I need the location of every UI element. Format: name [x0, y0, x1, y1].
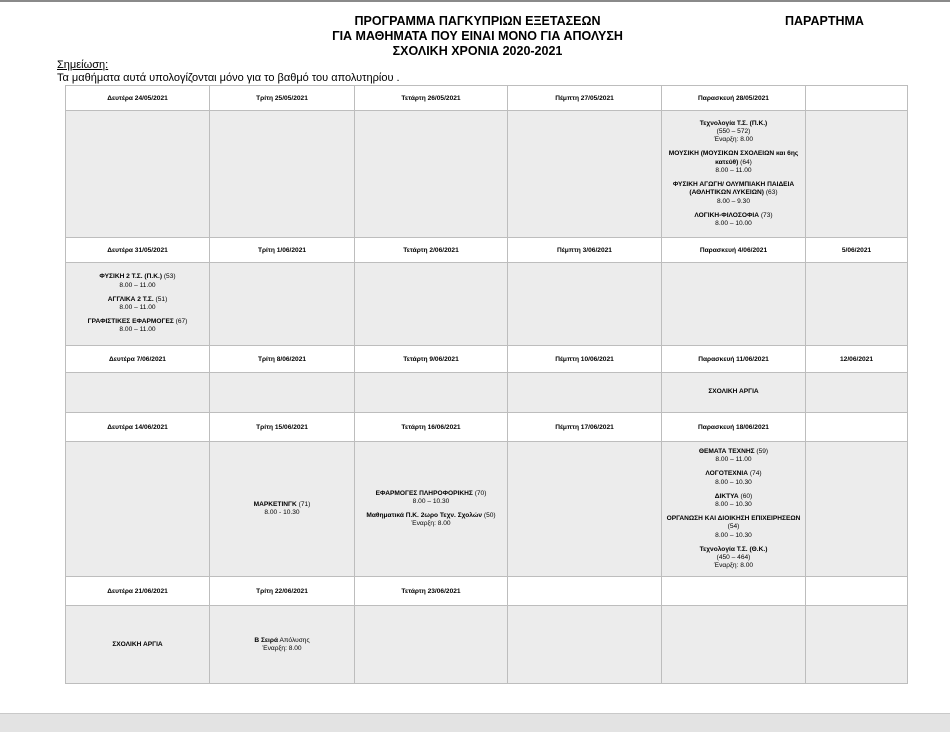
- viewer-bottom-bar: [0, 713, 950, 732]
- day-header: Δευτέρα 7/06/2021: [66, 346, 210, 373]
- day-header: Τετάρτη 16/06/2021: [355, 413, 508, 442]
- day-header: Παρασκευή 18/06/2021: [662, 413, 806, 442]
- day-header: Παρασκευή 28/05/2021: [662, 86, 806, 111]
- exam-code: (74): [749, 470, 762, 478]
- exam-name: Τεχνολογία Τ.Σ. (Θ.Κ.): [699, 545, 768, 553]
- day-exam-cell: [355, 606, 508, 684]
- week-exams-row: [66, 606, 908, 684]
- day-header: Δευτέρα 24/05/2021: [66, 86, 210, 111]
- exam-entry: [355, 512, 507, 528]
- exam-name: Τεχνολογία Τ.Σ. (Π.Κ.): [699, 119, 768, 127]
- day-exam-cell: [508, 263, 662, 346]
- exam-code: (71): [298, 501, 311, 509]
- week-exams-row: [66, 373, 908, 413]
- exam-time: 8.00 – 10.30: [412, 498, 450, 506]
- exam-entry: [210, 637, 354, 653]
- day-exam-cell: [662, 111, 806, 238]
- exam-start-time: Έναρξη: 8.00: [411, 520, 451, 528]
- exam-time: 8.00 – 10.30: [715, 531, 752, 539]
- day-exam-cell: [508, 111, 662, 238]
- exam-time: 8.00 – 10.30: [715, 478, 752, 486]
- day-exam-cell: [508, 606, 662, 684]
- day-header: Δευτέρα 21/06/2021: [66, 577, 210, 606]
- exam-name: ΟΡΓΑΝΩΣΗ ΚΑΙ ΔΙΟΙΚΗΣΗ ΕΠΙΧΕΙΡΗΣΕΩΝ: [666, 515, 801, 523]
- day-exam-cell: [355, 263, 508, 346]
- exam-entry: [662, 120, 805, 145]
- day-header: [806, 413, 908, 442]
- day-exam-cell: [806, 606, 908, 684]
- day-header: [806, 577, 908, 606]
- exam-name: Μαθηματικά Π.Κ. 2ωρο Τεχν. Σχολών: [366, 512, 483, 520]
- exam-entry: [662, 493, 805, 509]
- note-text: Τα μαθήματα αυτά υπολογίζονται μόνο για το βαθμό του απολυτηρίου .: [57, 72, 400, 84]
- day-header: 5/06/2021: [806, 238, 908, 263]
- day-header: Πέμπτη 3/06/2021: [508, 238, 662, 263]
- exam-code: (64): [740, 158, 752, 166]
- day-header: Πέμπτη 10/06/2021: [508, 346, 662, 373]
- exam-entry: [662, 515, 805, 540]
- day-exam-cell: [210, 606, 355, 684]
- day-exam-cell: [662, 263, 806, 346]
- exam-start-time: Έναρξη: 8.00: [713, 562, 754, 570]
- title-line-3: ΣΧΟΛΙΚΗ ΧΡΟΝΙΑ 2020-2021: [392, 44, 563, 58]
- exam-name: ΑΓΓΛΙΚΑ 2 Τ.Σ.: [107, 295, 154, 303]
- day-header: Παρασκευή 11/06/2021: [662, 346, 806, 373]
- day-exam-cell: [66, 263, 210, 346]
- exam-name: ΓΡΑΦΙΣΤΙΚΕΣ ΕΦΑΡΜΟΓΕΣ: [87, 318, 174, 326]
- exam-code: (59): [756, 448, 769, 455]
- exam-entry: [66, 273, 209, 289]
- day-header: Τετάρτη 2/06/2021: [355, 238, 508, 263]
- exam-time: (450 – 464): [716, 554, 751, 562]
- exam-entry: [66, 318, 209, 334]
- day-exam-cell: [508, 442, 662, 577]
- day-exam-cell: [662, 606, 806, 684]
- day-header: Τρίτη 22/06/2021: [210, 577, 355, 606]
- day-exam-cell: [210, 373, 355, 413]
- day-exam-cell: [210, 442, 355, 577]
- day-header: [508, 577, 662, 606]
- exam-name: ΣΧΟΛΙΚΗ ΑΡΓΙΑ: [112, 640, 163, 648]
- title-line-2: ΓΙΑ ΜΑΘΗΜΑΤΑ ΠΟΥ ΕΙΝΑΙ ΜΟΝΟ ΓΙΑ ΑΠΟΛΥΣΗ: [332, 29, 623, 43]
- week-header-row: [66, 577, 908, 606]
- exam-time: 8.00 – 11.00: [119, 281, 156, 289]
- exam-time: 8.00 – 11.00: [715, 456, 752, 464]
- exam-time: 8.00 – 11.00: [715, 166, 752, 174]
- document-title: [280, 14, 675, 59]
- exam-name: ΣΧΟΛΙΚΗ ΑΡΓΙΑ: [708, 388, 759, 396]
- day-header: Δευτέρα 14/06/2021: [66, 413, 210, 442]
- exam-entry: [662, 546, 805, 571]
- day-exam-cell: [66, 373, 210, 413]
- week-exams-row: [66, 263, 908, 346]
- exam-start-time: Έναρξη: 8.00: [713, 136, 754, 144]
- day-exam-cell: [662, 373, 806, 413]
- exam-code: (60): [740, 492, 753, 500]
- exam-entry: [66, 296, 209, 312]
- day-exam-cell: [806, 373, 908, 413]
- day-header: Πέμπτη 27/05/2021: [508, 86, 662, 111]
- day-exam-cell: [806, 442, 908, 577]
- exam-time: 8.00 – 10.00: [715, 219, 752, 227]
- exam-time: 8.00 – 10.30: [715, 501, 752, 509]
- day-header: Τετάρτη 26/05/2021: [355, 86, 508, 111]
- exam-name: ΘΕΜΑΤΑ ΤΕΧΝΗΣ: [698, 448, 755, 455]
- day-exam-cell: [355, 373, 508, 413]
- exam-code: (67): [175, 318, 188, 326]
- exam-time: (550 – 572): [716, 128, 751, 136]
- note-label: Σημείωση:: [57, 59, 109, 71]
- exam-name: ΜΑΡΚΕΤΙΝΓΚ: [253, 501, 297, 509]
- day-header: 12/06/2021: [806, 346, 908, 373]
- day-exam-cell: [662, 442, 806, 577]
- day-header: Τρίτη 8/06/2021: [210, 346, 355, 373]
- exam-code: Απόλυσης: [279, 636, 310, 644]
- day-header: [806, 86, 908, 111]
- exam-name: ΛΟΓΟΤΕΧΝΙΑ: [705, 470, 749, 478]
- exam-name: ΦΥΣΙΚΗ ΑΓΩΓΗ/ ΟΛΥΜΠΙΑΚΗ ΠΑΙΔΕΙΑ (ΑΘΛΗΤΙΚΩΝ ΛΥΚΕΙΩΝ): [672, 181, 795, 197]
- day-exam-cell: [355, 111, 508, 238]
- annex-label: ΠΑΡΑΡΤΗΜΑ: [785, 14, 864, 28]
- exam-code: (63): [765, 189, 778, 197]
- day-header: Τετάρτη 9/06/2021: [355, 346, 508, 373]
- exam-code: (53): [163, 273, 176, 281]
- day-exam-cell: [66, 442, 210, 577]
- exam-entry: [662, 470, 805, 486]
- exam-code: (50): [483, 512, 496, 520]
- day-header: Τρίτη 15/06/2021: [210, 413, 355, 442]
- exam-name: ΕΦΑΡΜΟΓΕΣ ΠΛΗΡΟΦΟΡΙΚΗΣ: [375, 489, 473, 497]
- exam-name: Β Σειρά: [254, 636, 279, 644]
- exam-time: 8.00 - 10.30: [264, 509, 300, 517]
- day-exam-cell: [355, 442, 508, 577]
- week-exams-row: [66, 442, 908, 577]
- exam-entry: [210, 501, 354, 517]
- week-header-row: [66, 346, 908, 373]
- day-exam-cell: [66, 111, 210, 238]
- exam-schedule-table: [65, 85, 908, 684]
- exam-code: (51): [155, 295, 168, 303]
- day-exam-cell: [66, 606, 210, 684]
- week-header-row: [66, 86, 908, 111]
- exam-entry: [66, 641, 209, 649]
- exam-entry: [662, 388, 805, 396]
- exam-name: ΔΙΚΤΥΑ: [714, 492, 739, 500]
- exam-entry: [662, 448, 805, 464]
- exam-code: (54): [727, 523, 740, 531]
- day-header: Τρίτη 1/06/2021: [210, 238, 355, 263]
- exam-entry: [662, 150, 805, 175]
- day-header: [662, 577, 806, 606]
- top-rule: [0, 0, 950, 2]
- exam-time: 8.00 – 11.00: [119, 304, 156, 311]
- exam-entry: [662, 212, 805, 228]
- exam-name: ΜΟΥΣΙΚΗ (ΜΟΥΣΙΚΩΝ ΣΧΟΛΕΙΩΝ και 6ης κατεύθ): [668, 150, 799, 166]
- exam-entry: [662, 181, 805, 206]
- day-exam-cell: [210, 263, 355, 346]
- exam-time: 8.00 – 9.30: [717, 197, 750, 205]
- exam-entry: [355, 490, 507, 506]
- exam-code: (70): [474, 489, 487, 497]
- day-exam-cell: [806, 111, 908, 238]
- day-header: Πέμπτη 17/06/2021: [508, 413, 662, 442]
- exam-start-time: Έναρξη: 8.00: [262, 644, 302, 652]
- exam-time: 8.00 – 11.00: [119, 326, 156, 334]
- day-header: Τρίτη 25/05/2021: [210, 86, 355, 111]
- exam-name: ΛΟΓΙΚΗ-ΦΙΛΟΣΟΦΙΑ: [694, 211, 759, 219]
- exam-name: ΦΥΣΙΚΗ 2 Τ.Σ. (Π.Κ.): [99, 273, 163, 281]
- week-header-row: [66, 413, 908, 442]
- week-header-row: [66, 238, 908, 263]
- day-header: Παρασκευή 4/06/2021: [662, 238, 806, 263]
- day-header: Δευτέρα 31/05/2021: [66, 238, 210, 263]
- day-exam-cell: [508, 373, 662, 413]
- week-exams-row: [66, 111, 908, 238]
- day-header: Τετάρτη 23/06/2021: [355, 577, 508, 606]
- exam-code: (73): [760, 211, 773, 219]
- day-exam-cell: [210, 111, 355, 238]
- title-line-1: ΠΡΟΓΡΑΜΜΑ ΠΑΓΚΥΠΡΙΩΝ ΕΞΕΤΑΣΕΩΝ: [354, 14, 601, 28]
- day-exam-cell: [806, 263, 908, 346]
